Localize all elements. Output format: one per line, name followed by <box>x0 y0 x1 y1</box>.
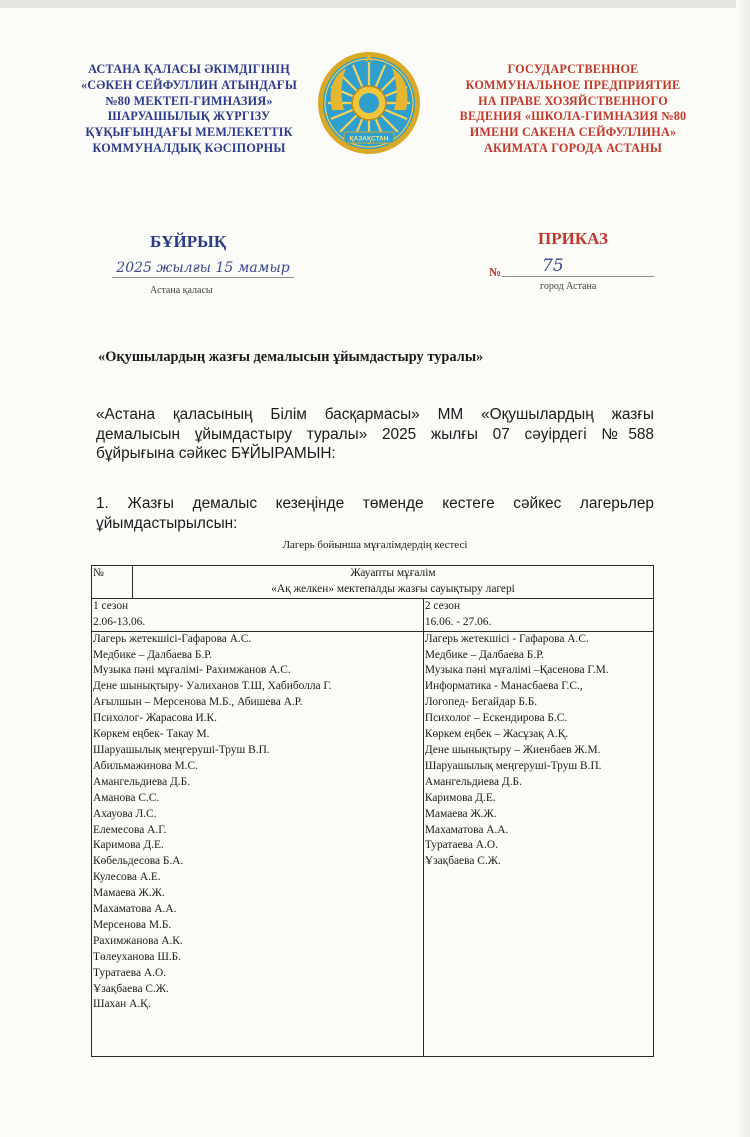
preamble-paragraph <box>96 405 654 464</box>
item-line: ұйымдастырылсын: <box>96 514 238 532</box>
staff-entry: Кулесова А.Е. <box>93 871 161 884</box>
staff-entry: Ахауова Л.С. <box>93 807 157 820</box>
order-date-handwritten: 2025 жылғы 15 мамыр <box>112 260 294 278</box>
staff-entry: Каримова Д.Е. <box>424 791 496 804</box>
schedule-table <box>91 565 654 1057</box>
header-number-cell: № <box>92 566 133 599</box>
staff-entry: Ағылшын – Мерсенова М.Б., Абишева А.Р. <box>93 696 303 709</box>
season-2-cell <box>423 598 653 631</box>
staff-entry: Лагерь жетекшісі - Гафарова А.С. <box>424 632 589 645</box>
staff-entry: Мамаева Ж.Ж. <box>93 887 165 900</box>
staff-entry: Көркем еңбек – Жасұзақ А.Қ. <box>424 728 569 741</box>
header-title-cell <box>133 566 654 599</box>
staff-entry: Информатика - Манасбаева Г.С., <box>424 680 583 693</box>
staff-entry: Амангельдиева Д.Б. <box>424 775 522 788</box>
staff-entry: Психолог – Ескендирова Б.С. <box>424 712 568 725</box>
header-left-kz <box>70 62 308 157</box>
header-title-line: «Ақ желкен» мектепалды жазғы сауықтыру лагері <box>271 582 515 595</box>
staff-entry: Мерсенова М.Б. <box>93 918 172 931</box>
staff-entry: Дене шынықтыру – Жиенбаев Ж.М. <box>424 743 601 756</box>
season-1-cell <box>92 598 424 631</box>
staff-entry: Елемесова А.Г. <box>93 823 167 836</box>
staff-entry: Шахан А.Қ. <box>93 998 151 1011</box>
photo-edge <box>0 0 750 8</box>
header-right-ru <box>452 62 694 157</box>
order-number-handwritten: 75 <box>542 256 564 276</box>
item-line: 1. Жазғы демалыс кезеңінде төменде кестеге сәйкес лагерьлер <box>96 495 654 512</box>
staff-entry: Аманова С.С. <box>93 791 160 804</box>
header-right-line: КОММУНАЛЬНОЕ ПРЕДПРИЯТИЕ <box>465 77 681 92</box>
staff-entry: Психолог- Жарасова И.К. <box>93 712 218 725</box>
staff-entry: Абильмажинова М.С. <box>93 759 198 772</box>
header-right-line: АКИМАТА ГОРОДА АСТАНЫ <box>483 140 663 155</box>
staff-entry: Шаруашылық меңгеруші-Труш В.П. <box>93 743 270 756</box>
table-header-row <box>92 566 654 599</box>
staff-entry: Мамаева Ж.Ж. <box>424 807 497 820</box>
photo-edge-right <box>736 0 750 1137</box>
staff-entry: Логопед- Бегайдар Б.Б. <box>424 696 538 709</box>
order-item-1 <box>96 494 654 533</box>
city-label-ru: город Астана <box>540 281 597 292</box>
staff-entry: Каримова Д.Е. <box>93 839 164 852</box>
staff-entry: Махаматова А.А. <box>424 823 509 836</box>
staff-entry: Махаматова А.А. <box>93 903 177 916</box>
staff-row <box>92 631 654 1056</box>
staff-entry: Медбике – Далбаева Б.Р. <box>93 648 213 661</box>
preamble-line: бұйрығына сәйкес БҰЙЫРАМЫН: <box>96 445 336 463</box>
city-label-kz: Астана қаласы <box>150 285 213 296</box>
header-left-line: «СӘКЕН СЕЙФУЛЛИН АТЫНДАҒЫ <box>80 77 298 92</box>
staff-entry: Лагерь жетекшісі-Гафарова А.С. <box>93 632 252 645</box>
header-left-line: ҚҰҚЫҒЫНДАҒЫ МЕМЛЕКЕТТІК <box>85 125 293 140</box>
staff-entry: Рахимжанова А.К. <box>93 934 183 947</box>
state-emblem-icon <box>316 50 422 156</box>
order-number-sign: № <box>489 265 502 279</box>
staff-entry: Көркем еңбек- Такау М. <box>93 728 210 741</box>
season-1-staff-cell <box>92 631 424 1056</box>
order-title-kz: БҰЙРЫҚ <box>150 232 227 251</box>
header-left-line: ШАРУАШЫЛЫҚ ЖҮРГІЗУ <box>107 109 271 124</box>
staff-entry: Көбельдесова Б.А. <box>93 855 184 868</box>
preamble-line: демалысын ұйымдастыру туралы» 2025 жылғы 07 сәуірдегі №588 <box>96 425 654 443</box>
staff-entry: Амангельдиева Д.Б. <box>93 775 191 788</box>
staff-entry: Музыка пәні мұғалімі –Қасенова Г.М. <box>424 664 609 677</box>
header-left-line: КОММУНАЛДЫҚ КӘСІПОРНЫ <box>92 140 286 155</box>
staff-entry: Дене шынықтыру- Уалиханов Т.Ш, Хабиболла Г. <box>93 680 332 693</box>
header-title-line: Жауапты мұғалім <box>350 567 436 579</box>
order-number-line <box>502 276 654 277</box>
staff-entry: Туратаева А.О. <box>93 966 167 979</box>
season-1-label: 1 сезон <box>93 599 129 612</box>
order-title-ru: ПРИКАЗ <box>538 229 608 248</box>
staff-entry: Музыка пәні мұғалімі- Рахимжанов А.С. <box>93 664 291 677</box>
season-row <box>92 598 654 631</box>
order-subject: «Оқушылардың жазғы демалысын ұйымдастыру туралы» <box>98 349 484 365</box>
header-right-line: НА ПРАВЕ ХОЗЯЙСТВЕННОГО <box>478 93 668 108</box>
header-left-line: АСТАНА ҚАЛАСЫ ӘКІМДІГІНІҢ <box>88 62 290 76</box>
staff-entry: Медбике – Далбаева Б.Р. <box>424 648 544 661</box>
season-2-staff-cell <box>423 631 653 1056</box>
preamble-line: «Астана қаласының Білім басқармасы» ММ «Оқушылардың жазғы <box>96 406 654 423</box>
staff-entry: Ұзақбаева С.Ж. <box>93 982 169 995</box>
staff-entry: Шаруашылық меңгеруші-Труш В.П. <box>424 759 602 772</box>
season-2-dates: 16.06. - 27.06. <box>424 615 492 628</box>
header-right-line: ГОСУДАРСТВЕННОЕ <box>507 62 639 76</box>
staff-entry: Туратаева А.О. <box>424 839 498 852</box>
staff-entry: Ұзақбаева С.Ж. <box>424 855 501 868</box>
header-left-line: №80 МЕКТЕП-ГИМНАЗИЯ» <box>105 93 273 108</box>
header-right-line: ВЕДЕНИЯ «ШКОЛА-ГИМНАЗИЯ №80 <box>459 109 687 124</box>
header-right-line: ИМЕНИ САКЕНА СЕЙФУЛЛИНА» <box>469 125 677 140</box>
season-2-label: 2 сезон <box>424 599 461 612</box>
season-1-dates: 2.06-13.06. <box>93 615 146 628</box>
emblem-text: ҚАЗАҚСТАН <box>349 135 389 143</box>
staff-entry: Төлеуханова Ш.Б. <box>93 950 182 963</box>
table-caption: Лагерь бойынша мұғалімдердің кестесі <box>282 539 468 551</box>
